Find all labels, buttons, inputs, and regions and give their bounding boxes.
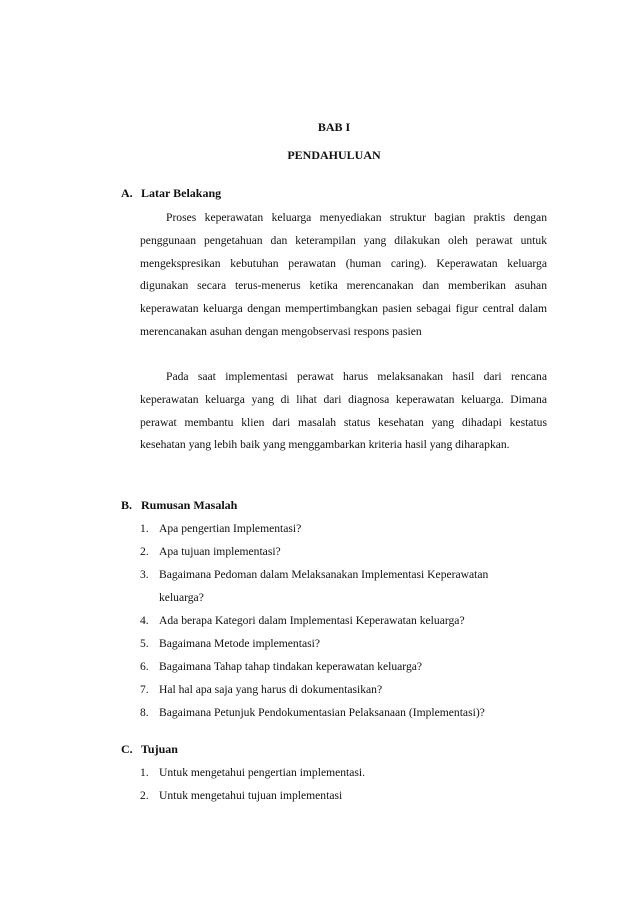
list-item (140, 563, 550, 609)
section-b-letter: B. (121, 498, 133, 512)
background-paragraph-1: Proses keperawatan keluarga menyediakan struktur bagian praktis dengan penggunaan pengetahuan dan keterampilan yang dilakukan oleh perawat untuk mengekspresikan kebutuhan perawatan (human caring). Keperawatan keluarga digunakan secara terus-menerus ketika merencanakan dan memberikan asuhan keperawatan keluarga dengan mempertimbangkan pasien sebagai figur central dalam merencanakan asuhan dengan mengobservasi respons pasien (140, 211, 547, 338)
list-item (140, 701, 550, 724)
section-a-letter: A. (121, 186, 133, 200)
list-item-number: 2. (140, 789, 149, 802)
list-item-number: 4. (140, 614, 149, 627)
list-item-text: Bagaimana Petunjuk Pendokumentasian Pelaksanaan (Implementasi)? (159, 706, 485, 719)
list-item (140, 678, 550, 701)
list-item (140, 540, 550, 563)
list-item-text: Bagaimana Metode implementasi? (159, 637, 320, 650)
chapter-title: PENDAHULUAN (287, 148, 381, 162)
section-b-heading (121, 498, 237, 513)
section-b-title: Rumusan Masalah (141, 498, 238, 512)
list-item (140, 784, 550, 807)
list-item-text: Bagaimana Tahap tahap tindakan keperawatan keluarga? (159, 660, 423, 673)
background-paragraph-2: Pada saat implementasi perawat harus melaksanakan hasil dari rencana keperawatan keluarga yang di lihat dari diagnosa keperawatan keluarga. Dimana perawat membantu klien dari masalah status kesehatan yang dihadapi kestatus kesehatan yang lebih baik yang menggambarkan kriteria hasil yang diharapkan. (140, 370, 547, 452)
section-a-heading (121, 186, 221, 201)
list-item-number: 2. (140, 545, 149, 558)
list-item-number: 7. (140, 683, 149, 696)
list-item (140, 761, 550, 784)
list-item-text: Apa pengertian Implementasi? (159, 522, 302, 535)
section-c-title: Tujuan (141, 742, 178, 756)
objectives-list (140, 761, 550, 807)
list-item-text: Apa tujuan implementasi? (159, 545, 281, 558)
list-item-number: 6. (140, 660, 149, 673)
list-item (140, 632, 550, 655)
section-c-heading (121, 742, 178, 757)
list-item-text: Bagaimana Pedoman dalam Melaksanakan Implementasi Keperawatan keluarga? (159, 568, 489, 604)
section-c-letter: C. (121, 742, 133, 756)
list-item (140, 517, 550, 540)
list-item-text: Untuk mengetahui tujuan implementasi (159, 789, 343, 802)
list-item-text: Ada berapa Kategori dalam Implementasi Keperawatan keluarga? (159, 614, 465, 627)
section-a-title: Latar Belakang (141, 186, 222, 200)
list-item-number: 5. (140, 637, 149, 650)
list-item-text: Hal hal apa saja yang harus di dokumentasikan? (159, 683, 383, 696)
list-item-text: Untuk mengetahui pengertian implementasi. (159, 766, 366, 779)
chapter-number: BAB I (317, 120, 351, 134)
list-item-number: 8. (140, 706, 149, 719)
list-item-number: 3. (140, 568, 149, 581)
problem-list (140, 517, 550, 724)
list-item-number: 1. (140, 522, 149, 535)
list-item (140, 655, 550, 678)
list-item-number: 1. (140, 766, 149, 779)
list-item (140, 609, 550, 632)
